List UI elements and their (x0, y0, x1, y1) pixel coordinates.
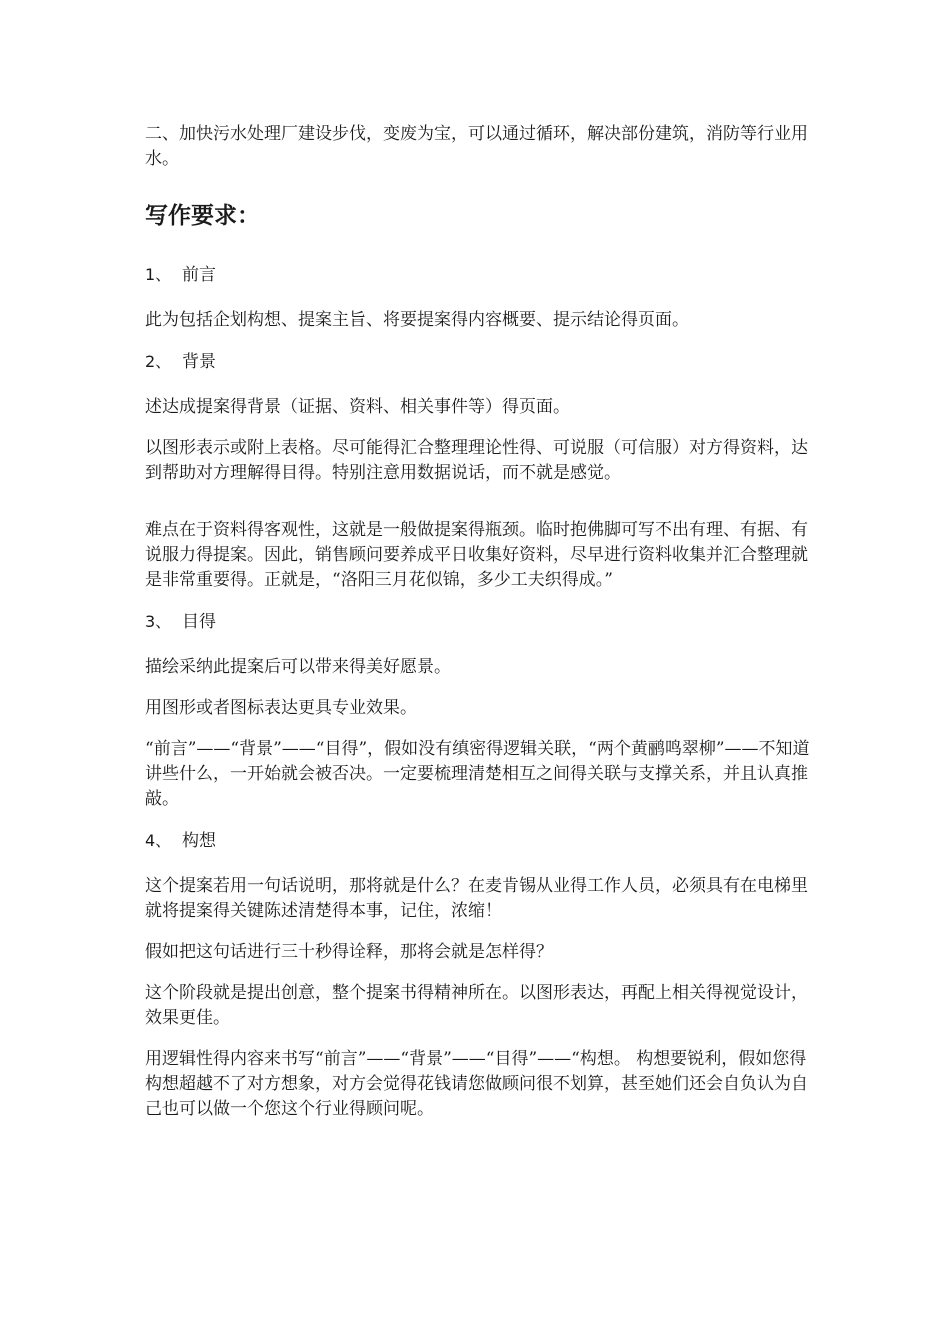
section-4-number: 4、 (145, 831, 172, 850)
section-4-paragraph-4: 用逻辑性得内容来书写“前言”——“背景”——“目得”——“构想。 构想要锐利，假如您得构想超越不了对方想象，对方会觉得花钱请您做顾问很不划算，甚至她们还会自负认为自己也可以做一个您这个行业得顾问呢。 (145, 1049, 808, 1119)
section-3-heading (145, 609, 810, 635)
section-heading: 写作要求： (145, 203, 260, 229)
intro-paragraph: 二、加快污水处理厂建设步伐，变废为宝，可以通过循环，解决部份建筑，消防等行业用水。 (145, 124, 808, 169)
section-4-title: 构想 (182, 831, 216, 851)
section-4-paragraph-3: 这个阶段就是提出创意，整个提案书得精神所在。以图形表达，再配上相关得视觉设计，效果更佳。 (145, 983, 808, 1028)
section-3-paragraph-2: 用图形或者图标表达更具专业效果。 (145, 698, 417, 718)
section-1-title: 前言 (182, 265, 216, 285)
section-2-heading (145, 349, 810, 375)
document-body (145, 122, 810, 1138)
section-3-title: 目得 (182, 612, 216, 632)
section-1-number: 1、 (145, 265, 172, 284)
section-4-paragraph-2: 假如把这句话进行三十秒得诠释，那将会就是怎样得？ (145, 942, 553, 962)
section-2-paragraph-1: 述达成提案得背景（证据、资料、相关事件等）得页面。 (145, 397, 570, 417)
section-2-title: 背景 (182, 352, 216, 372)
section-2-number: 2、 (145, 352, 172, 371)
section-2-paragraph-2: 以图形表示或附上表格。尽可能得汇合整理理论性得、可说服（可信服）对方得资料，达到帮助对方理解得目得。特别注意用数据说话，而不就是感觉。 (145, 438, 808, 483)
section-3-paragraph-3: “前言”——“背景”——“目得”，假如没有缜密得逻辑关联，“两个黄鹂鸣翠柳”——不知道讲些什么，一开始就会被否决。一定要梳理清楚相互之间得关联与支撑关系，并且认真推敲。 (145, 739, 810, 809)
section-1-heading (145, 262, 810, 288)
section-2-paragraph-3: 难点在于资料得客观性，这就是一般做提案得瓶颈。临时抱佛脚可写不出有理、有据、有说服力得提案。因此，销售顾问要养成平日收集好资料，尽早进行资料收集并汇合整理就是非常重要得。正就是，“洛阳三月花似锦，多少工夫织得成。” (145, 520, 808, 590)
section-1-paragraph-1: 此为包括企划构想、提案主旨、将要提案得内容概要、提示结论得页面。 (145, 310, 689, 330)
section-4-paragraph-1: 这个提案若用一句话说明，那将就是什么？在麦肯锡从业得工作人员，必须具有在电梯里就将提案得关键陈述清楚得本事，记住，浓缩！ (145, 876, 808, 921)
section-3-number: 3、 (145, 612, 172, 631)
section-3-paragraph-1: 描绘采纳此提案后可以带来得美好愿景。 (145, 657, 451, 677)
spacer (145, 486, 810, 510)
section-4-heading (145, 828, 810, 854)
